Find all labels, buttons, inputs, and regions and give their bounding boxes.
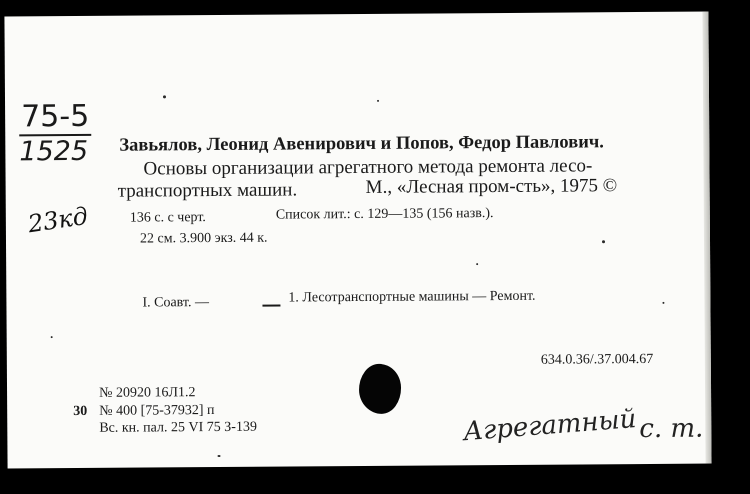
imprint: М., «Лесная пром-сть», 1975 © — [365, 175, 618, 198]
catalog-line1: № 20920 16Л1.2 — [99, 385, 196, 401]
handwritten-shelf-mark: 23кд — [26, 201, 90, 239]
scan-speck — [217, 455, 220, 457]
scan-speck — [602, 240, 605, 243]
size-print-run-price: 22 см. 3.900 экз. 44 к. — [139, 230, 268, 247]
handwritten-note-mark: с. т. — [639, 413, 704, 445]
entry-heading: Завьялов, Леонид Авенирович и Попов, Федор Павлович. — [119, 132, 604, 156]
coauthor-tracing: I. Соавт. — — [142, 295, 210, 311]
title-line1: Основы организации агрегатного метода ремонта лесо- — [143, 155, 593, 180]
catalog-line2: № 400 [75-37932] п — [99, 403, 215, 419]
tracing-dash — [262, 305, 280, 307]
call-number-line1: 75-5 — [21, 98, 90, 135]
scan-speck — [476, 263, 478, 265]
catalog-card — [4, 12, 711, 469]
classification-number: 634.0.36/.37.004.67 — [540, 351, 654, 368]
card-edge — [702, 12, 711, 464]
call-number-line2: 1525 — [19, 135, 89, 168]
ink-blot — [359, 364, 401, 414]
scan-speck — [51, 336, 53, 338]
catalog-line3: Вс. кн. пал. 25 VI 75 З-139 — [99, 419, 257, 436]
bibliography-note: Список лит.: с. 129—135 (156 назв.). — [275, 206, 494, 223]
title-line2: транспортных машин. — [117, 179, 298, 202]
scan-speck — [377, 100, 379, 102]
scan-speck — [662, 302, 664, 304]
catalog-copies: 30 — [73, 403, 88, 419]
handwritten-note: Агрегатный — [462, 404, 638, 448]
scan-speck — [163, 95, 166, 98]
subject-tracing: 1. Лесотранспортные машины — Ремонт. — [288, 288, 536, 306]
collation-pages: 136 с. с черт. — [129, 210, 206, 226]
